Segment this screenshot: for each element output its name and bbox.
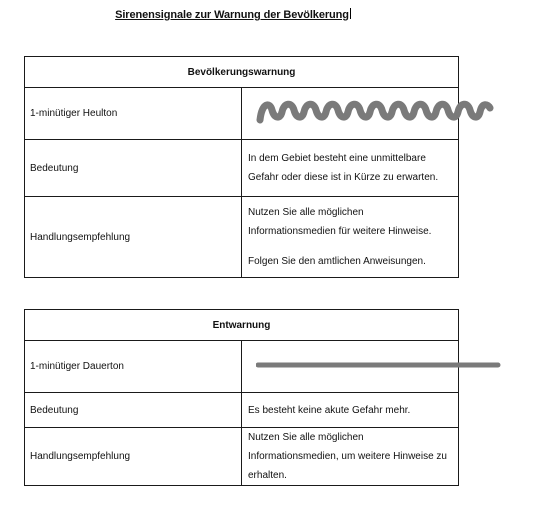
signal-row <box>25 341 459 393</box>
meaning-label: Bedeutung <box>25 393 242 428</box>
table-header-row <box>25 310 459 341</box>
action-cell <box>242 197 459 278</box>
action-row <box>25 197 459 278</box>
document-title <box>0 8 466 21</box>
text-cursor <box>350 8 351 19</box>
meaning-label: Bedeutung <box>25 140 242 197</box>
action-cell <box>242 428 459 486</box>
warning-table-header: Bevölkerungswarnung <box>25 57 459 88</box>
warning-table <box>24 56 459 278</box>
action-row <box>25 428 459 486</box>
action-label: Handlungsempfehlung <box>25 428 242 486</box>
signal-row <box>25 88 459 140</box>
table-header-row <box>25 57 459 88</box>
signal-label: 1-minütiger Heulton <box>25 88 242 140</box>
action-text-1: Nutzen Sie alle möglichen Informationsmedien, um weitere Hinweise zu erhalten. <box>248 432 447 481</box>
all-clear-table <box>24 309 459 486</box>
action-text-2: Folgen Sie den amtlichen Anweisungen. <box>248 256 426 267</box>
document-title-text: Sirenensignale zur Warnung der Bevölkerung <box>115 9 349 21</box>
signal-cell <box>242 341 459 393</box>
wave-signal-icon <box>256 96 496 128</box>
meaning-text: Es besteht keine akute Gefahr mehr. <box>242 393 459 428</box>
meaning-text: In dem Gebiet besteht eine unmittelbare Gefahr oder diese ist in Kürze zu erwarten. <box>242 140 459 197</box>
action-text-1: Nutzen Sie alle möglichen Informationsmedien für weitere Hinweise. <box>248 207 432 237</box>
meaning-row <box>25 140 459 197</box>
all-clear-table-header: Entwarnung <box>25 310 459 341</box>
signal-cell <box>242 88 459 140</box>
steady-line-signal-icon <box>256 359 506 371</box>
action-label: Handlungsempfehlung <box>25 197 242 278</box>
meaning-row <box>25 393 459 428</box>
signal-label: 1-minütiger Dauerton <box>25 341 242 393</box>
